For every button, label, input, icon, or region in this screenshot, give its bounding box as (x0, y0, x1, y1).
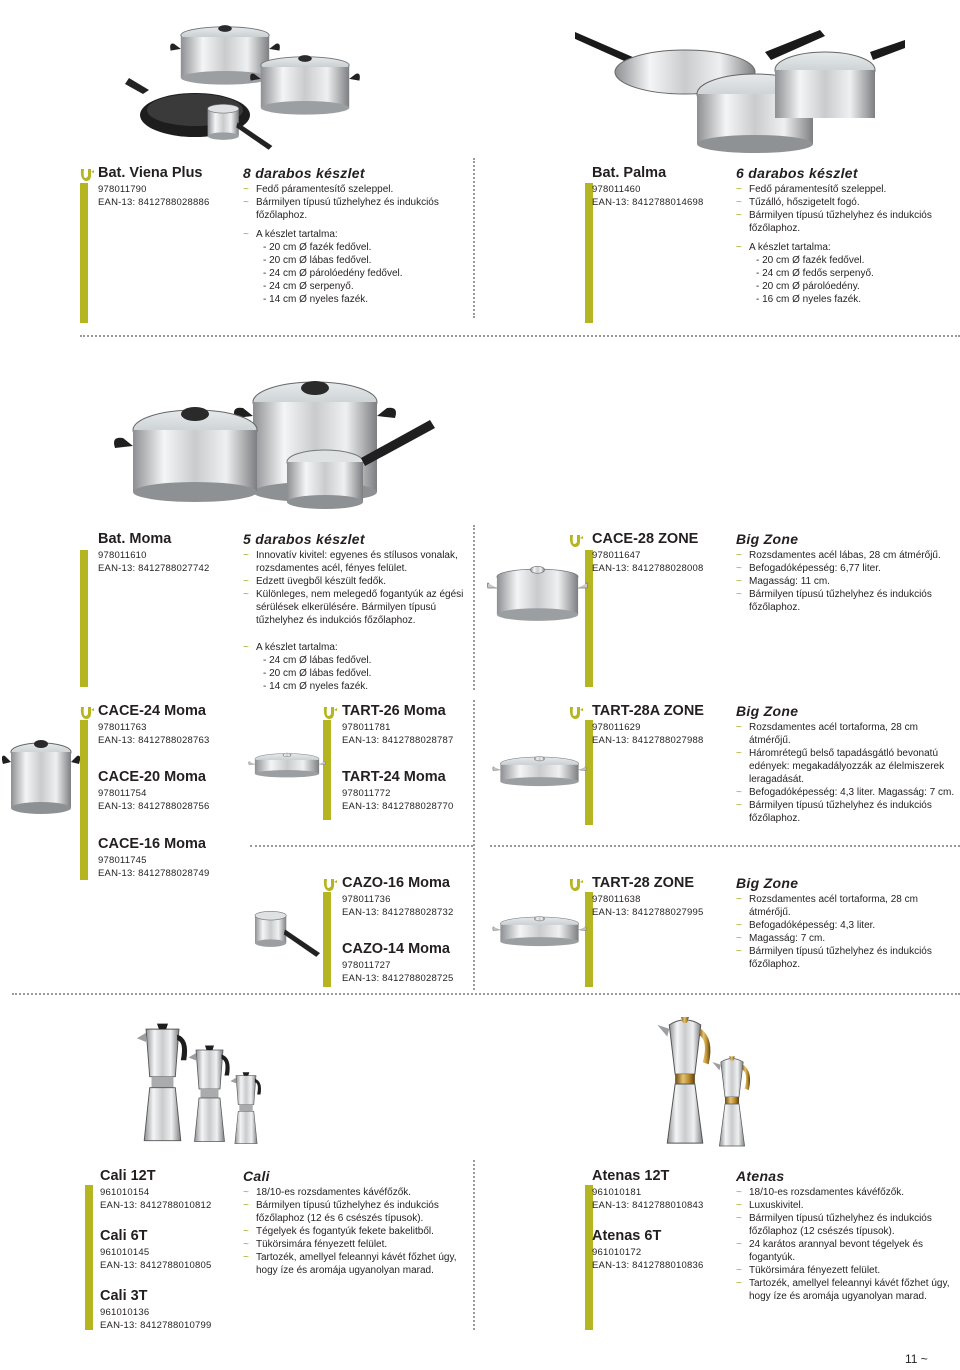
content-item: - 24 cm Ø serpenyő. (263, 281, 354, 292)
product-ean: EAN-13: 8412788028886 (98, 197, 210, 208)
product-code: 961010154 (100, 1187, 150, 1198)
content-item: - 20 cm Ø lábas fedővel. (263, 255, 372, 266)
product-ean: EAN-13: 8412788028756 (98, 801, 210, 812)
content-item: - 14 cm Ø nyeles fazék. (263, 681, 369, 692)
content-item: - 24 cm Ø lábas fedővel. (263, 655, 372, 666)
content-item: - 20 cm Ø fazék fedővel. (756, 255, 865, 266)
separator (473, 1160, 475, 1330)
product-ean: EAN-13: 8412788014698 (592, 197, 704, 208)
cace28-image (485, 560, 590, 630)
product-code: 978011772 (342, 788, 391, 799)
separator (12, 993, 960, 995)
product-code: 978011629 (592, 722, 641, 733)
product-code: 978011638 (592, 894, 641, 905)
product-ean: EAN-13: 8412788028008 (592, 563, 704, 574)
content-item: - 20 cm Ø lábas fedővel. (263, 668, 372, 679)
set-title: 8 darabos készlet (243, 165, 365, 181)
feature-item: ~ Tartozék, amellyel feleannyi kávét főzhet úgy, hogy íze és aromája ugyanolyan marad. (736, 1277, 951, 1303)
feature-item: ~ Háromrétegű belső tapadásgátló bevonatú edények: megakadályozzák az élelmiszerek leragadását. (736, 747, 956, 786)
product-code: 978011610 (98, 550, 147, 561)
page-number: 11 ~ (905, 1352, 928, 1366)
product-title: TART-28A ZONE (592, 703, 704, 719)
product-code: 978011790 (98, 184, 147, 195)
product-title: Cali 6T (100, 1228, 148, 1244)
feature-block (736, 549, 956, 614)
cali-image (125, 1020, 275, 1150)
product-ean: EAN-13: 8412788028770 (342, 801, 454, 812)
feature-block (736, 721, 956, 825)
feature-item: ~ A készlet tartalma: (736, 241, 956, 254)
product-code: 978011460 (592, 184, 641, 195)
product-ean: EAN-13: 8412788010836 (592, 1260, 704, 1271)
feature-item: ~ Fedő páramentesítő szeleppel. (243, 183, 483, 196)
product-title: Atenas 6T (592, 1228, 662, 1244)
feature-item: ~ Bármilyen típusú tűzhelyhez és indukciós főzőlaphoz. (736, 945, 956, 971)
feature-item: ~ A készlet tartalma: (243, 641, 468, 654)
feature-item: ~ 18/10-es rozsdamentes kávéfőzők. (736, 1186, 951, 1199)
feature-item: ~ Bármilyen típusú tűzhelyhez és indukciós főzőlaphoz (12 és 6 csészés típusok). (243, 1199, 471, 1225)
feature-item: ~ 24 karátos arannyal bevont tégelyek és fogantyúk. (736, 1238, 951, 1264)
palma-set-image (575, 12, 905, 157)
feature-item: ~ Rozsdamentes acél tortaforma, 28 cm átmérőjű. (736, 893, 956, 919)
feature-item: ~ Bármilyen típusú tűzhelyhez és indukciós főzőlaphoz. (736, 588, 956, 614)
product-ean: EAN-13: 8412788027995 (592, 907, 704, 918)
product-ean: EAN-13: 8412788028725 (342, 973, 454, 984)
brand-logo-icon (78, 166, 96, 184)
accent-bar (80, 720, 88, 880)
feature-item: ~ Bármilyen típusú tűzhelyhez és indukciós főzőlaphoz (12 csészés típusok). (736, 1212, 951, 1238)
set-title: Cali (243, 1168, 270, 1184)
feature-item: ~ Tükörsimára fényezett felület. (243, 1238, 471, 1251)
feature-block (736, 1186, 951, 1303)
feature-item: ~ Befogadóképesség: 4,3 liter. Magasság: 7 cm. (736, 786, 956, 799)
separator (490, 845, 960, 847)
product-code: 961010181 (592, 1187, 642, 1198)
set-title: 5 darabos készlet (243, 531, 365, 547)
set-title: Atenas (736, 1168, 785, 1184)
product-ean: EAN-13: 8412788010799 (100, 1320, 212, 1331)
product-code: 961010145 (100, 1247, 150, 1258)
tart28a-image (492, 745, 587, 797)
product-title: CACE-24 Moma (98, 703, 206, 719)
product-code: 978011763 (98, 722, 147, 733)
product-ean: EAN-13: 8412788028749 (98, 868, 210, 879)
product-ean: EAN-13: 8412788028787 (342, 735, 454, 746)
accent-bar (80, 183, 88, 323)
accent-bar (80, 550, 88, 687)
feature-item: ~ Befogadóképesség: 4,3 liter. (736, 919, 956, 932)
zone-title: Big Zone (736, 531, 799, 547)
feature-item: ~ A készlet tartalma: (243, 228, 483, 241)
content-item: - 20 cm Ø párolóedény. (756, 281, 860, 292)
product-title: CAZO-16 Moma (342, 875, 450, 891)
feature-item: ~ Különleges, nem melegedő fogantyúk az égési sérülések elkerülésére. Bármilyen típusú tűzhelyhez és indukciós főzőlaphoz. (243, 588, 468, 627)
feature-item: ~ Luxuskivitel. (736, 1199, 951, 1212)
separator (473, 158, 475, 318)
zone-title: Big Zone (736, 703, 799, 719)
product-ean: EAN-13: 8412788010805 (100, 1260, 212, 1271)
accent-bar (85, 1185, 93, 1330)
tart28-image (492, 905, 587, 957)
feature-block (243, 183, 483, 306)
product-code: 961010172 (592, 1247, 642, 1258)
product-ean: EAN-13: 8412788028763 (98, 735, 210, 746)
product-title: Atenas 12T (592, 1168, 670, 1184)
feature-item: ~ Fedő páramentesítő szeleppel. (736, 183, 956, 196)
content-item: - 14 cm Ø nyeles fazék. (263, 294, 369, 305)
product-code: 978011727 (342, 960, 391, 971)
separator (473, 525, 475, 690)
product-ean: EAN-13: 8412788027742 (98, 563, 210, 574)
separator (473, 700, 475, 990)
product-title: CACE-16 Moma (98, 836, 206, 852)
feature-block (736, 183, 956, 306)
feature-item: ~ Befogadóképesség: 6,77 liter. (736, 562, 956, 575)
viena-set-image (125, 20, 370, 155)
brand-logo-icon (567, 532, 585, 550)
product-title: Bat. Moma (98, 531, 172, 547)
feature-block (243, 1186, 471, 1277)
feature-item: ~ Tükörsimára fényezett felület. (736, 1264, 951, 1277)
feature-item: ~ Tartozék, amellyel feleannyi kávét főzhet úgy, hogy íze és aromája ugyanolyan marad. (243, 1251, 471, 1277)
product-ean: EAN-13: 8412788028732 (342, 907, 454, 918)
feature-item: ~ Magasság: 7 cm. (736, 932, 956, 945)
product-code: 978011745 (98, 855, 147, 866)
cace-moma-image (2, 732, 80, 820)
feature-item: ~ 18/10-es rozsdamentes kávéfőzők. (243, 1186, 471, 1199)
zone-title: Big Zone (736, 875, 799, 891)
product-title: TART-24 Moma (342, 769, 446, 785)
tart-moma-image (248, 735, 326, 795)
product-code: 978011736 (342, 894, 391, 905)
moma-set-image (85, 350, 445, 515)
product-code: 961010136 (100, 1307, 150, 1318)
product-title: TART-26 Moma (342, 703, 446, 719)
feature-item: ~ Innovatív kivitel: egyenes és stílusos vonalak, rozsdamentes acél, fényes felület. (243, 549, 468, 575)
feature-item: ~ Bármilyen típusú tűzhelyhez és indukciós főzőlaphoz. (736, 209, 956, 235)
product-code: 978011647 (592, 550, 641, 561)
product-code: 978011754 (98, 788, 147, 799)
content-item: - 20 cm Ø fazék fedővel. (263, 242, 372, 253)
product-title: CACE-28 ZONE (592, 531, 699, 547)
feature-item: ~ Tűzálló, hőszigetelt fogó. (736, 196, 956, 209)
brand-logo-icon (567, 876, 585, 894)
feature-block (243, 549, 468, 693)
product-title: CACE-20 Moma (98, 769, 206, 785)
feature-item: ~ Magasság: 11 cm. (736, 575, 956, 588)
feature-item: ~ Bármilyen típusú tűzhelyhez és indukciós főzőlaphoz. (736, 799, 956, 825)
brand-logo-icon (567, 704, 585, 722)
separator (250, 845, 473, 847)
content-item: - 24 cm Ø párolóedény fedővel. (263, 268, 403, 279)
cazo-moma-image (250, 905, 325, 965)
product-title: CAZO-14 Moma (342, 941, 450, 957)
product-title: Bat. Viena Plus (98, 165, 203, 181)
separator (80, 335, 960, 337)
feature-item: ~ Rozsdamentes acél tortaforma, 28 cm átmérőjű. (736, 721, 956, 747)
product-title: TART-28 ZONE (592, 875, 695, 891)
content-item: - 16 cm Ø nyeles fazék. (756, 294, 862, 305)
feature-item: ~ Tégelyek és fogantyúk fekete bakelitből. (243, 1225, 471, 1238)
product-ean: EAN-13: 8412788027988 (592, 735, 704, 746)
feature-item: ~ Bármilyen típusú tűzhelyhez és indukciós főzőlaphoz. (243, 196, 483, 222)
product-title: Cali 3T (100, 1288, 148, 1304)
product-ean: EAN-13: 8412788010812 (100, 1200, 212, 1211)
product-code: 978011781 (342, 722, 391, 733)
content-item: - 24 cm Ø fedős serpenyő. (756, 268, 874, 279)
feature-item: ~ Edzett üvegből készült fedők. (243, 575, 468, 588)
atenas-image (655, 1015, 765, 1155)
set-title: 6 darabos készlet (736, 165, 858, 181)
feature-block (736, 893, 956, 971)
product-title: Bat. Palma (592, 165, 667, 181)
product-title: Cali 12T (100, 1168, 156, 1184)
feature-item: ~ Rozsdamentes acél lábas, 28 cm átmérőjű. (736, 549, 956, 562)
product-ean: EAN-13: 8412788010843 (592, 1200, 704, 1211)
